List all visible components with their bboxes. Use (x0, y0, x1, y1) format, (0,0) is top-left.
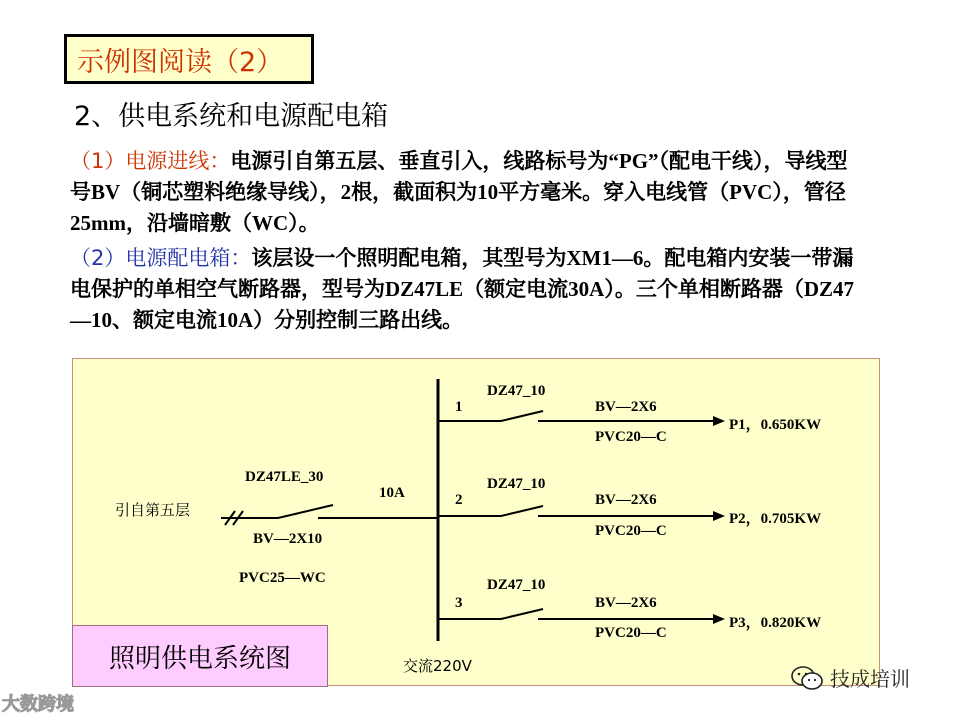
watermark-logo-left: 大数跨境 (2, 694, 74, 715)
main-current-label: 10A (379, 485, 405, 501)
wechat-icon (790, 665, 824, 691)
diagram-caption: 照明供电系统图 (72, 625, 328, 687)
circuit-1-number: 1 (455, 399, 463, 415)
brand-name: 技成培训 (830, 667, 910, 691)
bus-voltage-label: 交流220V (403, 657, 472, 675)
distribution-box-label: （2）电源配电箱： (70, 246, 252, 270)
circuit-2-breaker-label: DZ47_10 (487, 476, 546, 492)
main-breaker-contact (278, 505, 333, 518)
main-wire-label: BV—2X10 (253, 531, 323, 547)
circuit-3-number: 3 (455, 595, 463, 611)
circuit-2-conduit-label: PVC20—C (595, 523, 667, 539)
circuit-3-breaker (501, 609, 543, 619)
power-incoming-paragraph (70, 146, 860, 239)
main-breaker-label: DZ47LE_30 (245, 469, 324, 485)
circuit-2-number: 2 (455, 492, 463, 508)
watermark-brand-right (790, 663, 910, 692)
circuit-3-conduit-label: PVC20—C (595, 625, 667, 641)
source-label: 引自第五层 (115, 501, 191, 519)
circuit-2-wire-label: BV—2X6 (595, 492, 657, 508)
power-incoming-text: 电源引自第五层、垂直引入，线路标号为“PG”（配电干线），导线型号BV（铜芯塑料绝缘导线），2根，截面积为10平方毫米。穿入电线管（PVC），管径25mm，沿墙暗敷（WC）。 (70, 149, 848, 235)
main-conduit-label: PVC25—WC (239, 570, 326, 586)
circuit-1-load-label: P1，0.650KW (729, 417, 822, 433)
circuit-2-arrow (713, 511, 725, 521)
circuit-1-breaker (501, 411, 543, 421)
circuit-2-load-label: P2，0.705KW (729, 511, 822, 527)
circuit-3-breaker-label: DZ47_10 (487, 577, 546, 593)
circuit-3-load-label: P3，0.820KW (729, 615, 822, 631)
power-incoming-label: （1）电源进线： (70, 149, 231, 173)
circuit-2-breaker (501, 506, 543, 516)
circuit-3-arrow (713, 614, 725, 624)
circuit-1-conduit-label: PVC20—C (595, 429, 667, 445)
circuit-1-breaker-label: DZ47_10 (487, 383, 546, 399)
section-heading: 2、供电系统和电源配电箱 (74, 101, 389, 132)
circuit-3-wire-label: BV—2X6 (595, 595, 657, 611)
circuit-1-wire-label: BV—2X6 (595, 399, 657, 415)
circuit-1-arrow (713, 416, 725, 426)
distribution-box-text: 该层设一个照明配电箱，其型号为XM1—6。配电箱内安装一带漏电保护的单相空气断路器，型号为DZ47LE（额定电流30A）。三个单相断路器（DZ47—10、额定电流10A）分别控制三路出线。 (70, 246, 855, 332)
slide-title: 示例图阅读（2） (64, 34, 314, 84)
distribution-box-paragraph (70, 243, 860, 336)
